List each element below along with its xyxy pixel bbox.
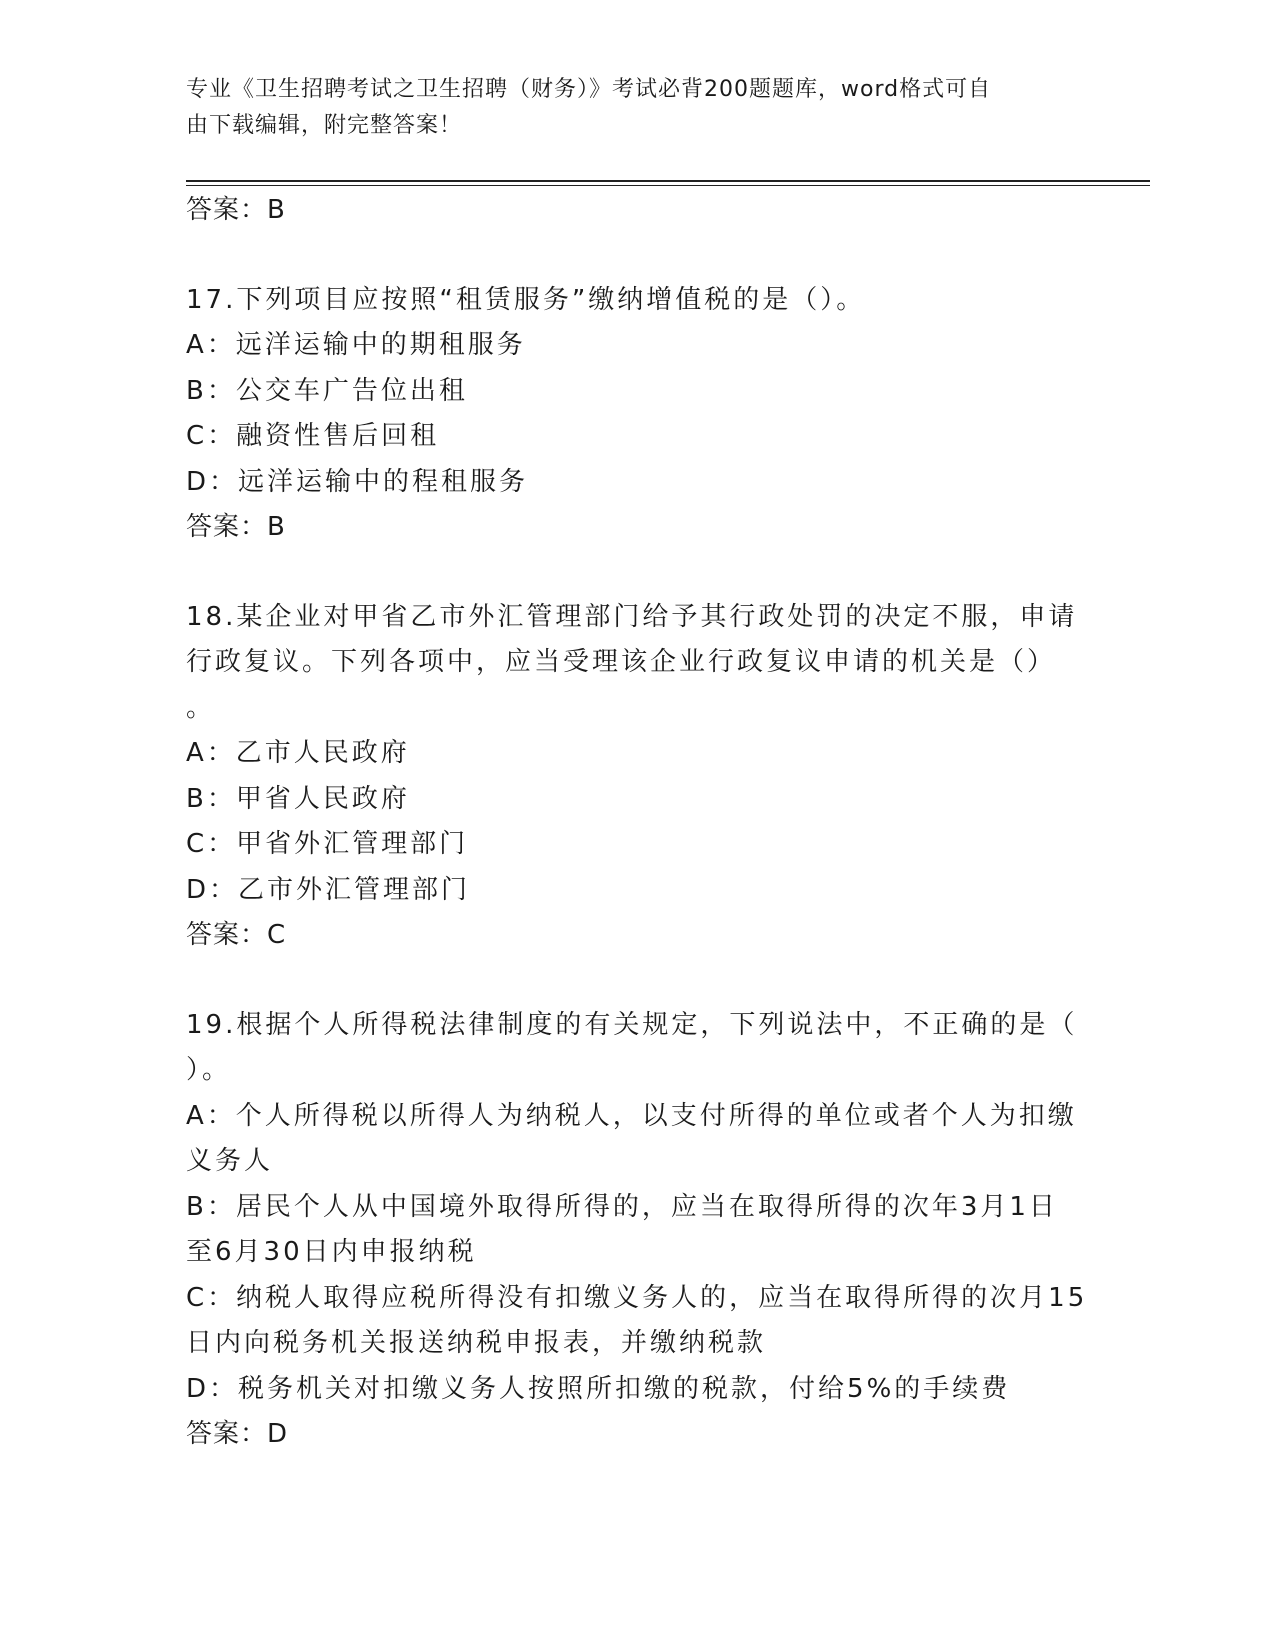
question-17 xyxy=(186,278,1086,551)
spacer xyxy=(186,959,1086,1003)
option-b: B：甲省人民政府 xyxy=(186,783,410,814)
option-a: A：个人所得税以所得人为纳税人，以支付所得的单位或者个人为扣缴 xyxy=(186,1100,1077,1131)
header-line-1: 专业《卫生招聘考试之卫生招聘（财务）》考试必背200题题库，word格式可自 xyxy=(186,77,992,102)
answer: 答案：C xyxy=(186,920,287,950)
answer: 答案：D xyxy=(186,1419,289,1449)
option-b-continued: 至6月30日内申报纳税 xyxy=(186,1237,477,1267)
option-b: B：公交车广告位出租 xyxy=(186,375,468,406)
question-stem-continued: 行政复议。下列各项中，应当受理该企业行政复议申请的机关是（） xyxy=(186,647,1057,677)
header-line-2: 由下载编辑，附完整答案！ xyxy=(186,113,463,138)
document-header xyxy=(186,72,1066,144)
option-c-continued: 日内向税务机关报送纳税申报表，并缴纳税款 xyxy=(186,1328,767,1358)
option-d: D：税务机关对扣缴义务人按照所扣缴的税款，付给5%的手续费 xyxy=(186,1373,1011,1404)
question-stem-continued: 。 xyxy=(186,692,216,723)
option-c: C：甲省外汇管理部门 xyxy=(186,829,469,859)
spacer xyxy=(186,234,1086,278)
question-stem: 18.某企业对甲省乙市外汇管理部门给予其行政处罚的决定不服，申请 xyxy=(186,601,1078,632)
option-a: A：远洋运输中的期租服务 xyxy=(186,330,526,360)
previous-answer: 答案：B xyxy=(186,195,286,225)
option-a: A：乙市人民政府 xyxy=(186,738,410,768)
option-b: B：居民个人从中国境外取得所得的，应当在取得所得的次年3月1日 xyxy=(186,1191,1058,1222)
option-d: D：远洋运输中的程租服务 xyxy=(186,466,529,497)
question-list xyxy=(186,188,1086,1458)
question-18 xyxy=(186,595,1086,959)
answer: 答案：B xyxy=(186,512,286,542)
option-c: C：融资性售后回租 xyxy=(186,421,440,451)
question-stem-continued: ）。 xyxy=(186,1055,232,1085)
question-stem: 17.下列项目应按照“租赁服务”缴纳增值税的是（）。 xyxy=(186,284,866,315)
option-a-continued: 义务人 xyxy=(186,1146,274,1176)
option-c: C：纳税人取得应税所得没有扣缴义务人的，应当在取得所得的次月15 xyxy=(186,1282,1088,1313)
spacer xyxy=(186,551,1086,595)
question-19 xyxy=(186,1003,1086,1458)
question-stem: 19.根据个人所得税法律制度的有关规定，下列说法中，不正确的是（ xyxy=(186,1009,1078,1040)
option-d: D：乙市外汇管理部门 xyxy=(186,874,471,905)
header-divider-bottom xyxy=(186,185,1150,186)
header-divider-top xyxy=(186,180,1150,182)
